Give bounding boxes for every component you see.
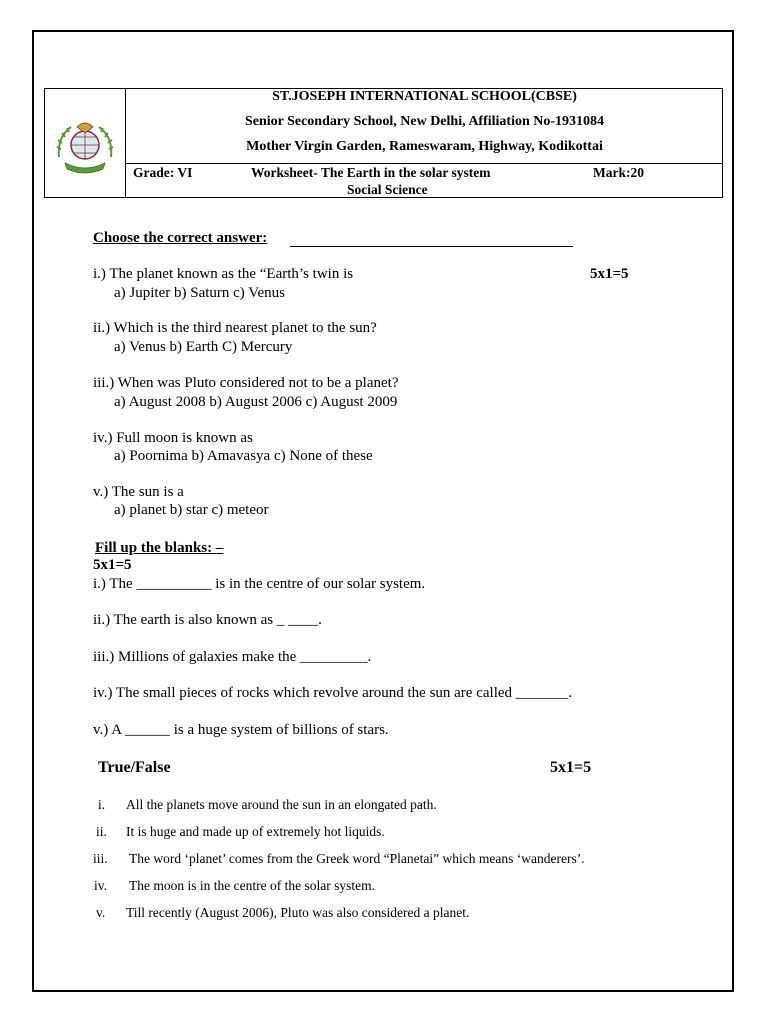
section-mcq-underline: [290, 246, 573, 247]
mcq-options: a) planet b) star c) meteor: [114, 502, 269, 518]
mcq-options: a) Venus b) Earth C) Mercury: [114, 339, 293, 355]
truefalse-statement: The moon is in the centre of the solar system.: [129, 878, 375, 893]
mcq-question: v.) The sun is a: [93, 484, 184, 500]
worksheet-header: [44, 88, 723, 198]
truefalse-statement: It is huge and made up of extremely hot liquids.: [126, 824, 385, 839]
mcq-options: a) Jupiter b) Saturn c) Venus: [114, 285, 285, 301]
section-mcq-marks: 5x1=5: [590, 266, 629, 282]
truefalse-statement: The word ‘planet’ comes from the Greek word “Planetai” which means ‘wanderers’.: [129, 851, 585, 866]
fill-blank-item: i.) The __________ is in the centre of our solar system.: [93, 576, 426, 592]
fill-blank-item: v.) A ______ is a huge system of billions of stars.: [93, 722, 389, 738]
fill-blank-item: iii.) Millions of galaxies make the _________.: [93, 649, 372, 665]
school-affiliation: Senior Secondary School, New Delhi, Affiliation No-1931084: [244, 114, 605, 129]
section-mcq-title: Choose the correct answer:: [93, 230, 268, 246]
school-address: Mother Virgin Garden, Rameswaram, Highway, Kodikottai: [246, 139, 603, 154]
mcq-question: i.) The planet known as the “Earth’s twin is: [93, 266, 354, 282]
section-fill-marks: 5x1=5: [93, 557, 132, 573]
truefalse-number: i.: [98, 797, 106, 812]
truefalse-number: iii.: [93, 851, 108, 866]
mcq-question: iii.) When was Pluto considered not to be a planet?: [93, 375, 399, 391]
mcq-question: ii.) Which is the third nearest planet to the sun?: [93, 320, 377, 336]
school-name: ST.JOSEPH INTERNATIONAL SCHOOL(CBSE): [272, 89, 577, 104]
truefalse-statement: All the planets move around the sun in an elongated path.: [126, 797, 437, 812]
school-logo-icon: [53, 117, 117, 175]
worksheet-title: Worksheet- The Earth in the solar system: [251, 165, 491, 180]
mcq-options: a) Poornima b) Amavasya c) None of these: [114, 448, 373, 464]
truefalse-statement: Till recently (August 2006), Pluto was also considered a planet.: [126, 905, 470, 920]
subject-label: Social Science: [347, 182, 428, 197]
fill-blank-item: iv.) The small pieces of rocks which revolve around the sun are called _______.: [93, 685, 573, 701]
grade-label: Grade: VI: [133, 165, 193, 180]
header-divider: [126, 163, 722, 164]
truefalse-number: iv.: [94, 878, 107, 893]
school-logo-cell: [45, 89, 126, 197]
mcq-question: iv.) Full moon is known as: [93, 430, 253, 446]
section-fill-title: Fill up the blanks: –: [95, 540, 224, 556]
truefalse-number: ii.: [96, 824, 107, 839]
truefalse-number: v.: [96, 905, 106, 920]
fill-blank-item: ii.) The earth is also known as _ ____.: [93, 612, 322, 628]
section-truefalse-title: True/False: [98, 759, 171, 776]
section-truefalse-marks: 5x1=5: [550, 759, 592, 776]
mcq-options: a) August 2008 b) August 2006 c) August 2009: [114, 394, 398, 410]
mark-label: Mark:20: [593, 165, 644, 180]
